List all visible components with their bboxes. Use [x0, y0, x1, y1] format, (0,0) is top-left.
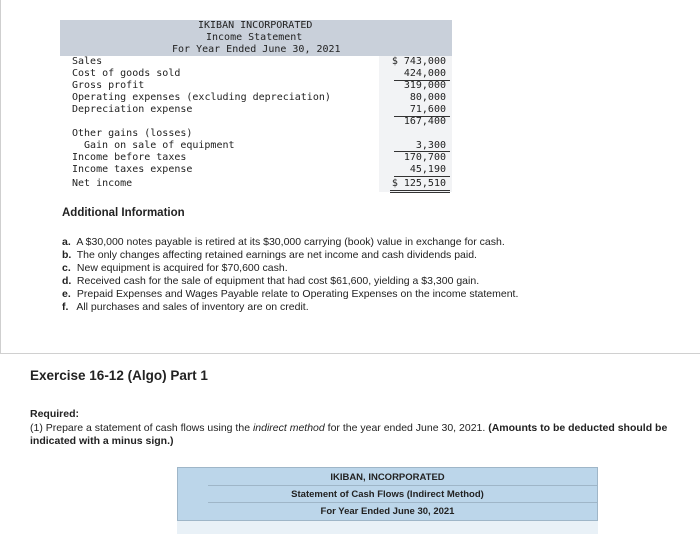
row-label: Net income	[72, 178, 133, 189]
info-item-b	[62, 249, 477, 261]
cf-separator	[208, 502, 598, 503]
row-operating-expenses	[60, 92, 452, 104]
underline	[394, 176, 450, 177]
company-name: IKIBAN INCORPORATED	[198, 20, 313, 31]
info-letter: d.	[62, 275, 72, 287]
row-other-gains-label	[60, 128, 452, 140]
double-underline-bottom	[390, 192, 450, 193]
row-amount: 45,190	[409, 164, 446, 175]
section-divider	[0, 353, 700, 354]
row-label: Sales	[72, 56, 103, 67]
row-cogs	[60, 68, 452, 80]
statement-period: For Year Ended June 30, 2021	[172, 44, 341, 55]
row-amount: 319,000	[403, 80, 446, 91]
income-statement-header	[60, 20, 452, 56]
row-label: Gross profit	[72, 80, 145, 91]
row-amount: $ 125,510	[391, 178, 446, 189]
info-item-c	[62, 262, 288, 274]
required-prefix: (1) Prepare a statement of cash flows using the	[30, 422, 253, 434]
info-item-e	[62, 288, 518, 300]
cash-flow-statement-header	[177, 467, 598, 521]
row-total-expenses	[60, 116, 452, 128]
row-income-before-taxes	[60, 152, 452, 164]
required-suffix: for the year ended June 30, 2021.	[324, 422, 489, 434]
row-amount: 170,700	[403, 152, 446, 163]
row-net-income	[60, 178, 452, 190]
info-text: A $30,000 notes payable is retired at its $30,000 carrying (book) value in exchange for cash.	[76, 236, 505, 248]
info-text: All purchases and sales of inventory are on credit.	[76, 301, 309, 313]
row-label: Income before taxes	[72, 152, 187, 163]
row-amount: 80,000	[409, 92, 446, 103]
required-note: (Amounts to be deducted should be indicated with a minus sign.)	[30, 422, 668, 447]
panel-left-border	[0, 0, 1, 353]
exercise-title: Exercise 16-12 (Algo) Part 1	[30, 368, 208, 383]
row-amount: $ 743,000	[391, 56, 446, 67]
row-income-taxes	[60, 164, 452, 176]
row-depreciation	[60, 104, 452, 116]
additional-information-heading: Additional Information	[62, 207, 185, 219]
row-label: Cost of goods sold	[72, 68, 181, 79]
info-item-f	[62, 301, 309, 313]
row-gain-on-sale	[60, 140, 452, 152]
required-method: indirect method	[252, 422, 325, 434]
row-amount: 71,600	[409, 104, 446, 115]
info-text: The only changes affecting retained earnings are net income and cash dividends paid.	[76, 249, 477, 261]
row-label: Operating expenses (excluding depreciation)	[72, 92, 331, 103]
cf-period: For Year Ended June 30, 2021	[320, 506, 455, 517]
required-label: Required:	[30, 408, 80, 420]
row-label: Other gains (losses)	[72, 128, 193, 139]
info-letter: e.	[62, 288, 71, 300]
row-label: Depreciation expense	[72, 104, 193, 115]
income-statement	[60, 20, 452, 192]
row-amount: 167,400	[403, 116, 446, 127]
cf-separator	[208, 485, 598, 486]
info-letter: a.	[62, 236, 71, 248]
row-gross-profit	[60, 80, 452, 92]
double-underline-top	[390, 190, 450, 191]
row-sales	[60, 56, 452, 68]
info-item-a	[62, 236, 505, 248]
required-instructions	[30, 422, 700, 448]
row-label: Income taxes expense	[72, 164, 193, 175]
statement-title: Income Statement	[206, 32, 303, 43]
info-text: Received cash for the sale of equipment that had cost $61,600, yielding a $3,300 gain.	[76, 275, 480, 287]
info-text: Prepaid Expenses and Wages Payable relate to Operating Expenses on the income statement.	[76, 288, 519, 300]
cf-title: Statement of Cash Flows (Indirect Method)	[291, 489, 484, 500]
info-letter: b.	[62, 249, 72, 261]
row-label: Gain on sale of equipment	[84, 140, 235, 151]
row-amount: 3,300	[415, 140, 446, 151]
row-amount: 424,000	[403, 68, 446, 79]
cash-flow-table-band	[177, 521, 598, 534]
info-item-d	[62, 275, 479, 287]
info-letter: f.	[62, 301, 69, 313]
info-text: New equipment is acquired for $70,600 cash.	[76, 262, 288, 274]
info-letter: c.	[62, 262, 71, 274]
cf-company-name: IKIBAN, INCORPORATED	[330, 472, 445, 483]
